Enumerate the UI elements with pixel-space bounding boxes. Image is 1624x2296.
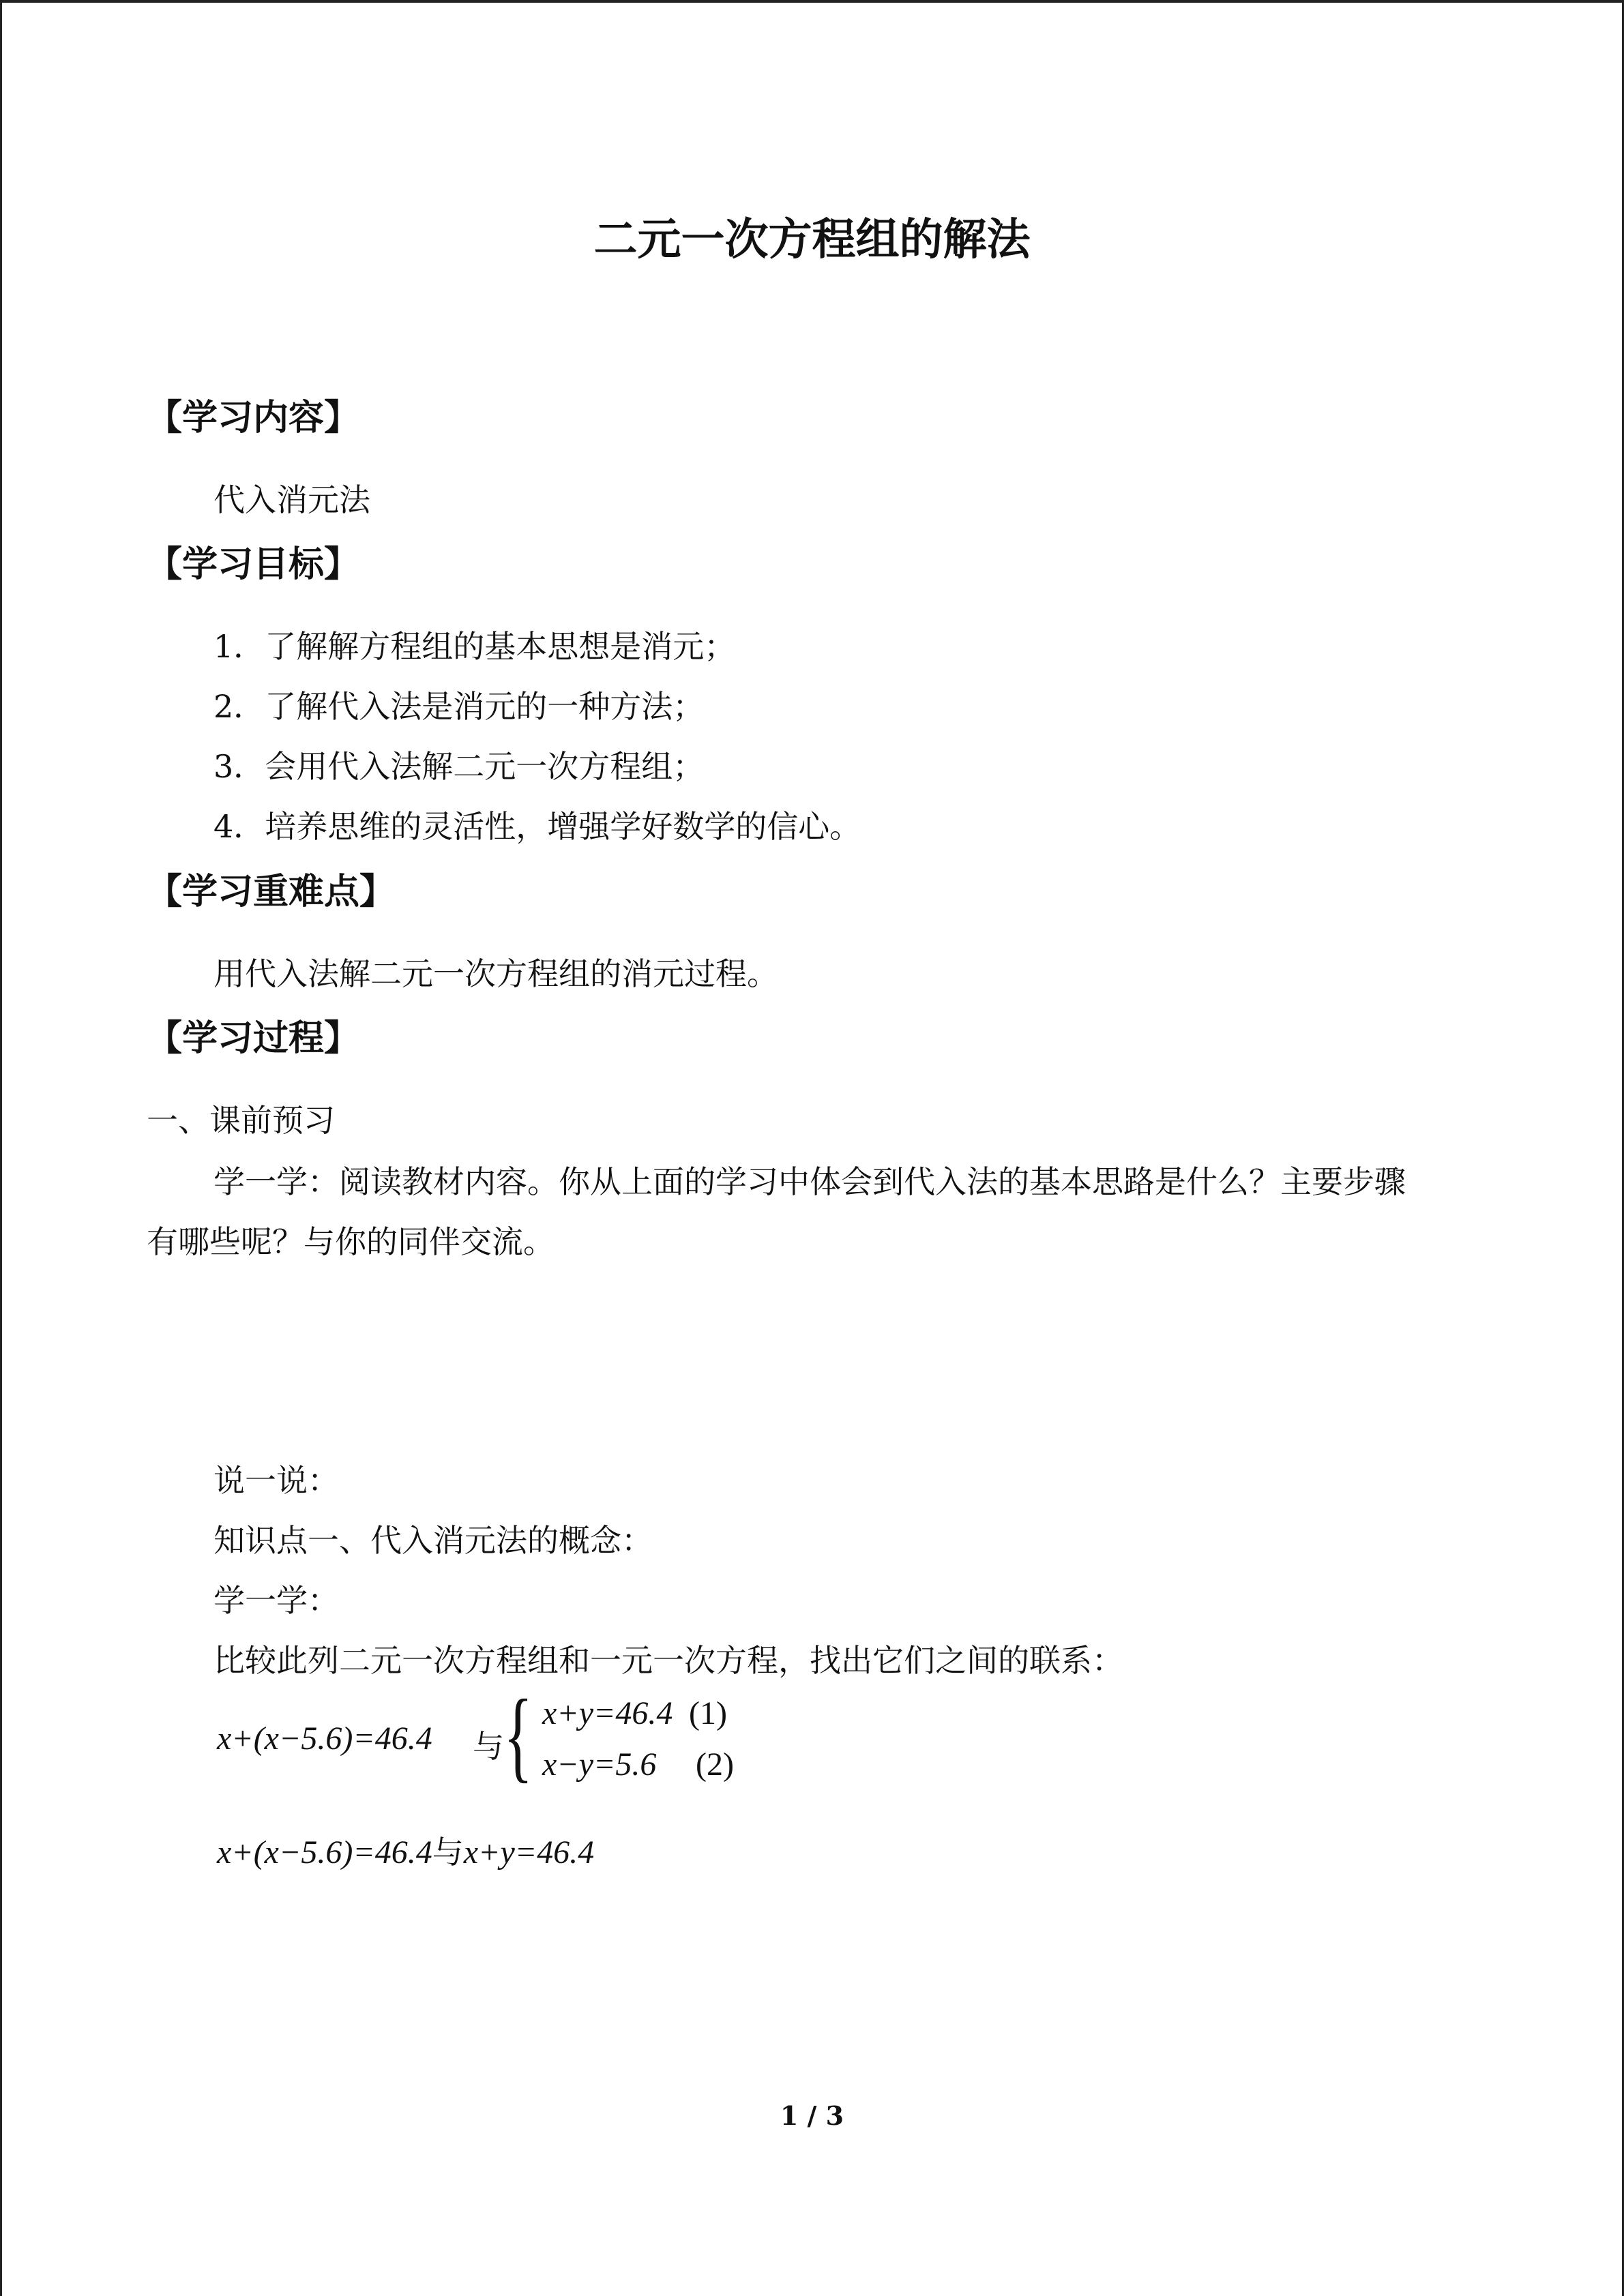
key-text: 用代入法解二元一次方程组的消元过程。 — [213, 955, 778, 992]
system-label-1: (1) — [689, 1695, 727, 1731]
learn-paragraph-line2: 有哪些呢？与你的同伴交流。 — [147, 1223, 555, 1260]
page-number: 1 / 3 — [780, 2100, 844, 2131]
goal-item-2: 2．了解代入法是消元的一种方法； — [213, 688, 705, 725]
learn-label: 学一学： — [213, 1582, 339, 1619]
heading-content: 【学习内容】 — [147, 398, 360, 438]
knowledge-point-1: 知识点一、代入消元法的概念： — [213, 1522, 653, 1559]
system-label-2: (2) — [696, 1746, 734, 1783]
system-equation-1: x+y=46.4 — [542, 1695, 673, 1731]
goal-item-4: 4．培养思维的灵活性，增强学好数学的信心。 — [213, 808, 861, 845]
say-label: 说一说： — [213, 1462, 339, 1499]
heading-key-points: 【学习重难点】 — [147, 871, 396, 912]
compare-instruction: 比较此列二元一次方程组和一元一次方程，找出它们之间的联系： — [213, 1642, 1123, 1679]
page-left-border — [0, 0, 2, 2296]
system-brace-icon: { — [503, 1679, 533, 1792]
heading-process: 【学习过程】 — [147, 1018, 360, 1059]
heading-goals: 【学习目标】 — [147, 544, 360, 585]
equation-1-conjunction: 与 — [473, 1728, 504, 1765]
equation-2-conjunction: 与 — [432, 1834, 464, 1870]
goal-item-3: 3．会用代入法解二元一次方程组； — [213, 748, 705, 785]
equation-2: x+(x−5.6)=46.4与x+y=46.4 — [217, 1834, 595, 1870]
page-title: 二元一次方程组的解法 — [593, 215, 1031, 265]
system-equation-2: x−y=5.6 — [542, 1746, 657, 1783]
preview-title: 一、课前预习 — [147, 1102, 335, 1139]
goal-item-1: 1．了解解方程组的基本思想是消元； — [213, 628, 736, 665]
page-top-border — [0, 0, 1624, 3]
learn-paragraph-line1: 学一学：阅读教材内容。你从上面的学习中体会到代入法的基本思路是什么？主要步骤 — [213, 1163, 1406, 1200]
equation-1-left: x+(x−5.6)=46.4 — [217, 1720, 432, 1757]
content-text: 代入消元法 — [213, 481, 370, 518]
